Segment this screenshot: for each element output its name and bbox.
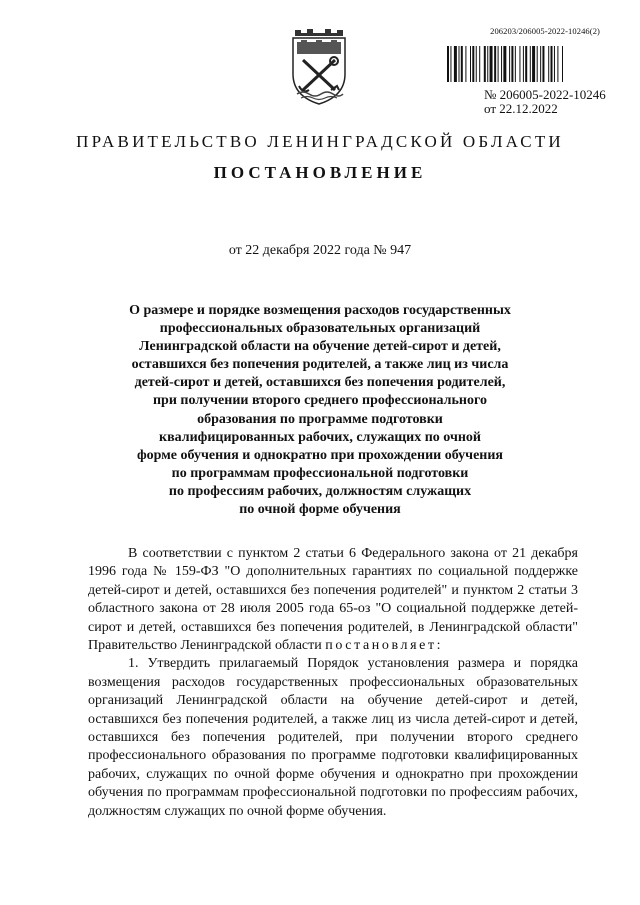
- barcode-icon: [447, 46, 600, 82]
- document-code: 206203/206005-2022-10246(2): [490, 26, 600, 36]
- item-1-paragraph: 1. Утвердить прилагаемый Порядок установления размера и порядка возмещения расходов государственных профессиональных образовательных организаций Ленинградской области на обучение детей-сирот и детей, оставшихся без попечения родителей, а также лиц из числа детей-сирот и детей, оставшихся без попечения родителей, при получении второго среднего профессионального образования по программе подготовки квалифицированных рабочих, служащих по очной форме обучения и однократно при прохождении обучения по программам профессиональной подготовки по профессиям рабочих, должностям служащих по очной форме обучения.: [88, 656, 578, 819]
- decree-body: [88, 545, 578, 821]
- registration-number: № 206005-2022-10246: [484, 87, 606, 102]
- subject-line: квалифицированных рабочих, служащих по очной: [159, 429, 481, 445]
- subject-line: форме обучения и однократно при прохождении обучения: [136, 447, 503, 463]
- subject-line: по очной форме обучения: [239, 502, 401, 518]
- subject-line: оставшихся без попечения родителей, а также лиц из числа: [131, 357, 509, 373]
- preamble-paragraph: [88, 545, 578, 655]
- registration-date: от 22.12.2022: [484, 101, 558, 116]
- subject-line: детей-сирот и детей, оставшихся без попечения родителей,: [134, 375, 506, 391]
- registration-block: [484, 88, 606, 116]
- decree-date-number: от 22 декабря 2022 года № 947: [228, 243, 412, 258]
- preamble-text: В соответствии с пунктом 2 статьи 6 Федерального закона от 21 декабря 1996 года № 159-ФЗ "О дополнительных гарантиях по социальной поддержке детей-сирот и детей, оставшихся без попечения родителей" и пунктом 2 статьи 3 областного закона от 28 июля 2005 года 65-оз "О социальной поддержке детей-сирот и детей, оставшихся без попечения родителей, в Ленинградской области" Правительство Ленинградской области: [88, 546, 578, 654]
- subject-line: по программам профессиональной подготовки: [171, 465, 469, 481]
- subject-line: О размере и порядке возмещения расходов государственных: [129, 303, 511, 318]
- subject-line: Ленинградской области на обучение детей-сирот и детей,: [139, 339, 501, 355]
- leningrad-oblast-coat-of-arms-icon: [287, 28, 351, 106]
- decree-subject: [100, 302, 540, 519]
- subject-line: образования по программе подготовки: [197, 411, 443, 427]
- resolves-word: постановляет:: [325, 638, 444, 654]
- subject-line: по профессиям рабочих, должностям служащих: [168, 483, 472, 499]
- government-title: ПРАВИТЕЛЬСТВО ЛЕНИНГРАДСКОЙ ОБЛАСТИ: [76, 132, 564, 151]
- subject-line: профессиональных образовательных организаций: [159, 321, 481, 337]
- subject-line: при получении второго среднего профессионального: [152, 393, 487, 409]
- decree-title: ПОСТАНОВЛЕНИЕ: [213, 163, 427, 182]
